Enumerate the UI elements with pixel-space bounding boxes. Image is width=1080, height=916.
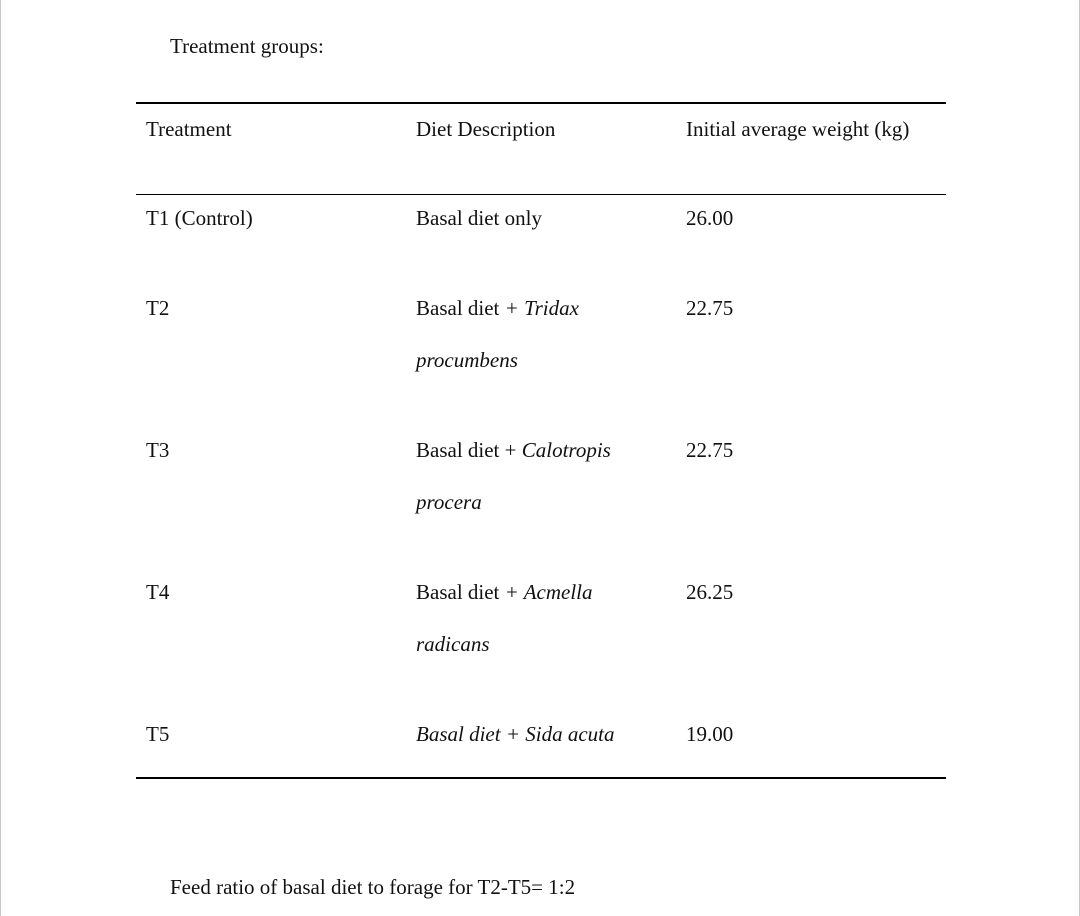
cell-text: T4: [146, 580, 170, 604]
diet-italic-text: + Acmella radicans: [416, 580, 593, 656]
table-row: [136, 195, 946, 286]
diet-italic-text: Basal diet + Sida acuta: [416, 722, 615, 746]
cell-weight: [676, 285, 946, 427]
cell-text: T2: [146, 296, 170, 320]
column-header-treatment: Treatment: [146, 117, 232, 141]
cell-diet: [406, 711, 676, 778]
cell-treatment: [136, 285, 406, 427]
cell-text: 26.00: [686, 206, 734, 230]
cell-treatment: [136, 711, 406, 778]
table-row: [136, 711, 946, 778]
cell-diet: [406, 427, 676, 569]
cell-weight: [676, 427, 946, 569]
cell-diet: [406, 569, 676, 711]
cell-treatment: [136, 569, 406, 711]
cell-text: [416, 282, 666, 386]
cell-weight: [676, 569, 946, 711]
cell-text: T3: [146, 438, 170, 462]
column-header-diet-description: Diet Description: [416, 117, 556, 141]
table-row: [136, 427, 946, 569]
feed-ratio-note: Feed ratio of basal diet to forage for T2-T5= 1:2: [170, 875, 576, 899]
cell-text: T5: [146, 722, 170, 746]
cell-text: 22.75: [686, 296, 734, 320]
cell-text: [416, 424, 666, 528]
diet-plain-text: Basal diet only: [416, 206, 542, 230]
table-header-row: [136, 103, 946, 195]
cell-text: 19.00: [686, 722, 734, 746]
table-row: [136, 569, 946, 711]
cell-text: [416, 566, 666, 670]
cell-diet: [406, 195, 676, 286]
column-header-initial-weight: Initial average weight (kg): [686, 117, 910, 141]
diet-italic-text: Calotropis procera: [416, 438, 611, 514]
cell-text: [416, 192, 666, 244]
cell-weight: [676, 195, 946, 286]
cell-text: 26.25: [686, 580, 734, 604]
table-row: [136, 285, 946, 427]
diet-italic-text: + Tridax procumbens: [416, 296, 579, 372]
cell-text: T1 (Control): [146, 206, 253, 230]
cell-diet: [406, 285, 676, 427]
treatment-table-container: [136, 102, 946, 779]
cell-treatment: [136, 195, 406, 286]
treatment-table: [136, 102, 946, 779]
section-heading: Treatment groups:: [170, 34, 324, 58]
cell-weight: [676, 711, 946, 778]
cell-treatment: [136, 427, 406, 569]
diet-plain-text: Basal diet: [416, 296, 500, 320]
diet-plain-text: Basal diet +: [416, 438, 522, 462]
cell-text: 22.75: [686, 438, 734, 462]
cell-text: [416, 708, 666, 760]
diet-plain-text: Basal diet: [416, 580, 500, 604]
